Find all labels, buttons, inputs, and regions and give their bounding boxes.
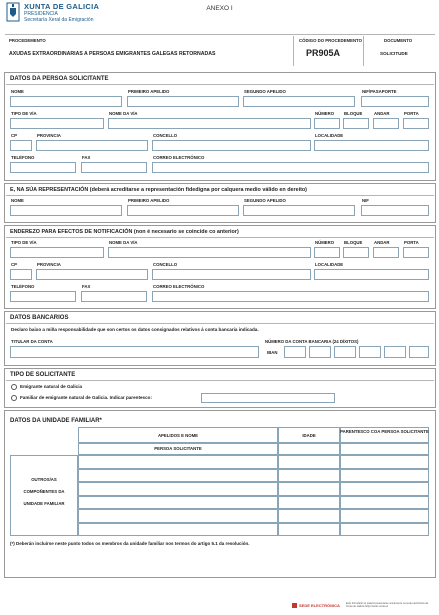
- header-separator: [5, 34, 435, 35]
- member-name-field[interactable]: [78, 455, 278, 469]
- iban-field-5[interactable]: [384, 346, 406, 358]
- notif-floor-label: ANDAR: [374, 240, 390, 245]
- footer-note: Este formulario só poderá presentarse unicamente na sede electrónica da Xunta de Galicia https://sede.xunta.es: [346, 602, 428, 608]
- emigrant-option-label: Emigrante natural de Galicia: [20, 384, 83, 389]
- notif-block-field[interactable]: [343, 247, 369, 258]
- notif-locality-label: LOCALIDADE: [315, 262, 344, 267]
- notif-municipality-label: CONCELLO: [153, 262, 178, 267]
- floor-field[interactable]: [373, 118, 399, 129]
- member-age-field[interactable]: [278, 455, 340, 469]
- notif-door-label: PORTA: [404, 240, 419, 245]
- rep-first-surname-field[interactable]: [127, 205, 239, 216]
- phone-label: TELÉFONO: [11, 155, 35, 160]
- notif-province-label: PROVINCIA: [37, 262, 61, 267]
- phone-field[interactable]: [10, 162, 76, 173]
- section-separator: [6, 237, 434, 238]
- rep-second-surname-field[interactable]: [243, 205, 355, 216]
- member-relationship-field[interactable]: [340, 482, 429, 496]
- member-relationship-field[interactable]: [340, 455, 429, 469]
- section-separator: [6, 380, 434, 381]
- door-field[interactable]: [403, 118, 429, 129]
- notif-door-field[interactable]: [403, 247, 429, 258]
- notif-street-type-field[interactable]: [10, 247, 104, 258]
- document-value: SOLICITUDE: [380, 51, 408, 56]
- applicant-section-title: DATOS DA PERSOA SOLICITANTE: [10, 76, 109, 82]
- representative-section-title: E, NA SÚA REPRESENTACIÓN (deberá acreditarse a representación fidedigna por calquera medio válido en dereito): [10, 187, 307, 193]
- annex-title: ANEXO I: [206, 5, 233, 12]
- member-relationship-field[interactable]: [340, 523, 429, 537]
- col-name-label: APELIDOS E NOME: [157, 433, 199, 438]
- door-label: PORTA: [404, 111, 419, 116]
- family-member-radio[interactable]: [11, 395, 17, 401]
- notif-email-label: CORREO ELECTRÓNICO: [153, 284, 205, 289]
- member-name-field[interactable]: [78, 523, 278, 537]
- email-label: CORREO ELECTRÓNICO: [153, 155, 205, 160]
- nif-field[interactable]: [361, 96, 429, 107]
- family-section-title: DATOS DA UNIDADE FAMILIAR*: [10, 418, 102, 424]
- bank-section-title: DATOS BANCARIOS: [10, 315, 69, 321]
- rep-name-label: NOME: [11, 198, 24, 203]
- street-type-field[interactable]: [10, 118, 104, 129]
- notif-floor-field[interactable]: [373, 247, 399, 258]
- iban-field-1[interactable]: [284, 346, 306, 358]
- applicant-relationship-cell: [340, 443, 429, 455]
- municipality-label: CONCELLO: [153, 133, 178, 138]
- notif-street-name-label: NOME DA VÍA: [109, 240, 138, 245]
- sede-label: SEDE ELECTRÓNICA: [299, 603, 340, 608]
- locality-field[interactable]: [314, 140, 429, 151]
- col-relationship-label: PARENTESCO COA PERSOA SOLICITANTE: [340, 429, 429, 434]
- province-label: PROVINCIA: [37, 133, 61, 138]
- others-label: OUTROS/AS COMPOÑENTES DA UNIDADE FAMILIAR: [23, 477, 65, 506]
- member-age-field[interactable]: [278, 482, 340, 496]
- street-name-field[interactable]: [108, 118, 311, 129]
- notif-email-field[interactable]: [152, 291, 429, 302]
- col-age-label: IDADE: [302, 433, 316, 438]
- rep-name-field[interactable]: [10, 205, 122, 216]
- member-age-field[interactable]: [278, 523, 340, 537]
- member-relationship-field[interactable]: [340, 509, 429, 523]
- document-label: DOCUMENTO: [384, 38, 413, 43]
- notif-number-field[interactable]: [314, 247, 340, 258]
- relationship-field[interactable]: [201, 393, 335, 403]
- iban-field-6[interactable]: [409, 346, 429, 358]
- applicant-type-title: TIPO DE SOLICITANTE: [10, 372, 76, 378]
- family-footnote: (*) Deberán incluírse neste punto todos os membros da unidade familiar nos termos do artigo 5.1 da resolución.: [10, 541, 250, 546]
- applicant-row-label: PERSOA SOLICITANTE: [154, 446, 202, 451]
- logo-subdepartment: Secretaría Xeral da Emigración: [24, 17, 94, 23]
- member-relationship-field[interactable]: [340, 469, 429, 483]
- iban-field-4[interactable]: [359, 346, 381, 358]
- member-name-field[interactable]: [78, 496, 278, 510]
- section-separator: [6, 323, 434, 324]
- province-field[interactable]: [36, 140, 148, 151]
- nif-label: NIF/PASAPORTE: [362, 89, 397, 94]
- logo-title: XUNTA DE GALICIA: [24, 2, 100, 11]
- sede-logo-icon: [292, 603, 297, 608]
- bank-declaration: Declaro baixo a miña responsabilidade que son certos os datos consignados relativos á conta bancaria indicada.: [11, 327, 259, 332]
- notif-fax-label: FAX: [82, 284, 91, 289]
- notif-phone-label: TELÉFONO: [11, 284, 35, 289]
- municipality-field[interactable]: [152, 140, 311, 151]
- first-surname-label: PRIMEIRO APELIDO: [128, 89, 170, 94]
- fax-field[interactable]: [81, 162, 147, 173]
- notif-fax-field[interactable]: [81, 291, 147, 302]
- account-holder-field[interactable]: [10, 346, 259, 358]
- procedure-label: PROCEDEMENTO: [9, 38, 46, 43]
- block-label: BLOQUE: [344, 111, 363, 116]
- procedure-code-label: CÓDIGO DO PROCEDEMENTO: [299, 38, 362, 43]
- rep-nif-field[interactable]: [361, 205, 429, 216]
- iban-label: IBAN: [267, 350, 278, 355]
- rep-nif-label: NIF: [362, 198, 369, 203]
- block-field[interactable]: [343, 118, 369, 129]
- number-field[interactable]: [314, 118, 340, 129]
- notif-postal-code-label: CP: [11, 262, 17, 267]
- rep-second-surname-label: SEGUNDO APELIDO: [244, 198, 286, 203]
- postal-code-field[interactable]: [10, 140, 32, 151]
- account-number-label: NÚMERO DA CONTA BANCARIA (24 DÍXITOS): [265, 339, 359, 344]
- notif-province-field[interactable]: [36, 269, 148, 280]
- applicant-age-field[interactable]: [278, 443, 340, 455]
- logo-department: PRESIDENCIA: [24, 11, 58, 17]
- number-label: NÚMERO: [315, 111, 335, 116]
- section-separator: [6, 195, 434, 196]
- procedure-value: AXUDAS EXTRAORDINARIAS A PERSOAS EMIGRANTES GALEGAS RETORNADAS: [9, 51, 216, 57]
- street-type-label: TIPO DE VÍA: [11, 111, 37, 116]
- locality-label: LOCALIDADE: [315, 133, 344, 138]
- rep-first-surname-label: PRIMEIRO APELIDO: [128, 198, 170, 203]
- family-member-option-label: Familiar de emigrante natural de Galicia. Indicar parentesco:: [20, 395, 152, 400]
- account-holder-label: TITULAR DA CONTA: [11, 339, 53, 344]
- fax-label: FAX: [82, 155, 91, 160]
- notif-postal-code-field[interactable]: [10, 269, 32, 280]
- second-surname-field[interactable]: [243, 96, 355, 107]
- notif-street-type-label: TIPO DE VÍA: [11, 240, 37, 245]
- member-name-field[interactable]: [78, 482, 278, 496]
- iban-field-2[interactable]: [309, 346, 331, 358]
- section-separator: [6, 84, 434, 85]
- member-age-field[interactable]: [278, 509, 340, 523]
- email-field[interactable]: [152, 162, 429, 173]
- member-name-field[interactable]: [78, 469, 278, 483]
- notif-number-label: NÚMERO: [315, 240, 335, 245]
- floor-label: ANDAR: [374, 111, 390, 116]
- emigrant-radio[interactable]: [11, 384, 17, 390]
- notification-section-title: ENDEREZO PARA EFECTOS DE NOTIFICACIÓN (non é necesario se coincide co anterior): [10, 229, 239, 235]
- postal-code-label: CP: [11, 133, 17, 138]
- notif-street-name-field[interactable]: [108, 247, 311, 258]
- notif-block-label: BLOQUE: [344, 240, 363, 245]
- first-surname-field[interactable]: [127, 96, 239, 107]
- divider: [363, 36, 364, 66]
- notif-phone-field[interactable]: [10, 291, 76, 302]
- street-name-label: NOME DA VÍA: [109, 111, 138, 116]
- member-age-field[interactable]: [278, 469, 340, 483]
- iban-field-3[interactable]: [334, 346, 356, 358]
- member-relationship-field[interactable]: [340, 496, 429, 510]
- notif-locality-field[interactable]: [314, 269, 429, 280]
- name-label: NOME: [11, 89, 24, 94]
- second-surname-label: SEGUNDO APELIDO: [244, 89, 286, 94]
- name-field[interactable]: [10, 96, 122, 107]
- divider: [293, 36, 294, 66]
- member-age-field[interactable]: [278, 496, 340, 510]
- member-name-field[interactable]: [78, 509, 278, 523]
- notif-municipality-field[interactable]: [152, 269, 311, 280]
- procedure-code-value: PR905A: [306, 48, 341, 58]
